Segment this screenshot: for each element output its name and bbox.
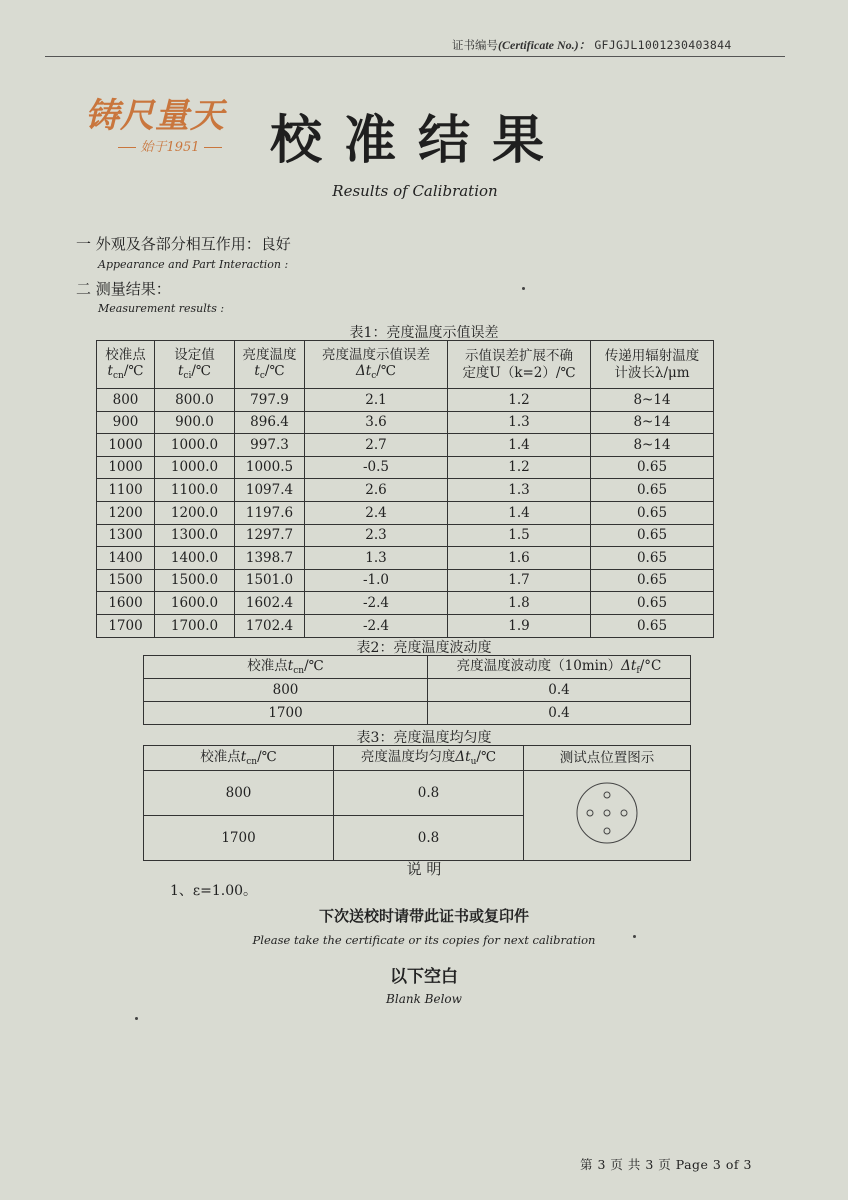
table1-cell: 1297.7 <box>235 524 305 547</box>
table1-cell: 997.3 <box>235 434 305 457</box>
table-row <box>97 614 714 637</box>
table1-cell: 0.65 <box>591 569 714 592</box>
table1-cell: 1200 <box>97 501 155 524</box>
table-row <box>97 592 714 615</box>
table1-cell: 1097.4 <box>235 479 305 502</box>
table1-cell: 1100.0 <box>155 479 235 502</box>
table1-cell: 797.9 <box>235 389 305 412</box>
certificate-number-line <box>452 36 732 53</box>
table1-cell: 1700.0 <box>155 614 235 637</box>
table1-cell: 1500 <box>97 569 155 592</box>
table1-header-col-1: 设定值 $t_{ci}/℃$ <box>155 341 235 389</box>
table1-cell: 0.65 <box>591 479 714 502</box>
table1-cell: 1700 <box>97 614 155 637</box>
table1-cell: 1000 <box>97 434 155 457</box>
notes-title: 说 明 <box>406 860 442 878</box>
table1-cell: 1.3 <box>305 547 448 570</box>
speck <box>633 935 636 938</box>
test-point-diagram <box>524 771 690 856</box>
table-row <box>97 434 714 457</box>
table2-header-point: 校准点$t_{cn}/℃$ <box>144 656 428 679</box>
table1-cell: 0.65 <box>591 456 714 479</box>
table1-cell: 1.3 <box>448 479 591 502</box>
table-row <box>97 501 714 524</box>
table1-cell: 1100 <box>97 479 155 502</box>
measurement-heading-en: Measurement results : <box>98 302 225 315</box>
bring-certificate-notice-en: Please take the certificate or its copies for next calibration <box>252 933 596 947</box>
table1-cell: 1600.0 <box>155 592 235 615</box>
table1-cell: 8~14 <box>591 389 714 412</box>
table-row <box>97 389 714 412</box>
table1-cell: 0.65 <box>591 524 714 547</box>
page-title-en: Results of Calibration <box>332 182 498 200</box>
table1-header-col-2: 亮度温度 $t_c/℃$ <box>235 341 305 389</box>
table1-cell: 2.7 <box>305 434 448 457</box>
table2-header-row <box>144 656 691 679</box>
table3-caption: 表3：亮度温度均匀度 <box>356 730 492 746</box>
table-row <box>144 771 691 816</box>
table1-cell: 1000.5 <box>235 456 305 479</box>
page-title: 校准结果 <box>270 111 567 171</box>
table1-cell: 0.65 <box>591 547 714 570</box>
table-row <box>97 456 714 479</box>
table1-cell: 1400 <box>97 547 155 570</box>
table1-header-col-0: 校准点 $t_{cn}/℃$ <box>97 341 155 389</box>
table1-cell: -2.4 <box>305 614 448 637</box>
table1-cell: 900 <box>97 411 155 434</box>
table1-cell: 896.4 <box>235 411 305 434</box>
table1-cell: 2.6 <box>305 479 448 502</box>
table3-cell: 1700 <box>144 816 334 861</box>
table1-cell: 8~14 <box>591 411 714 434</box>
test-point-center-icon <box>604 810 610 816</box>
table3-cell: 0.8 <box>334 816 524 861</box>
test-point-left-icon <box>587 810 593 816</box>
page-number: 第 3 页 共 3 页 Page 3 of 3 <box>580 1157 752 1172</box>
table1-cell: 1.2 <box>448 456 591 479</box>
table1-cell: 1500.0 <box>155 569 235 592</box>
table2-cell: 800 <box>144 679 428 702</box>
table1-cell: 1000.0 <box>155 434 235 457</box>
logo-text: 铸尺量天 <box>85 96 225 136</box>
table1-cell: 1400.0 <box>155 547 235 570</box>
note-emissivity: 1、ε=1.00。 <box>170 883 258 899</box>
header-rule <box>45 56 785 57</box>
table1-header-col-4: 示值误差扩展不确 定度U（k=2）/℃ <box>448 341 591 389</box>
table1-cell: 1200.0 <box>155 501 235 524</box>
table1-cell: 0.65 <box>591 614 714 637</box>
table1-cell: 1.8 <box>448 592 591 615</box>
table1-cell: 1.4 <box>448 501 591 524</box>
table1-cell: 1.3 <box>448 411 591 434</box>
speck <box>522 287 525 290</box>
table1-cell: 2.1 <box>305 389 448 412</box>
table1-cell: 1000 <box>97 456 155 479</box>
blank-below-label-en: Blank Below <box>386 992 462 1006</box>
table2-caption: 表2：亮度温度波动度 <box>356 640 492 656</box>
fluctuation-table <box>143 655 691 725</box>
test-point-top-icon <box>604 792 610 798</box>
table-row <box>97 524 714 547</box>
table2-cell: 1700 <box>144 702 428 725</box>
table-row <box>144 679 691 702</box>
table1-cell: -2.4 <box>305 592 448 615</box>
test-point-diagram-cell <box>524 771 691 861</box>
indication-error-table <box>96 340 714 638</box>
table1-cell: 2.4 <box>305 501 448 524</box>
table1-cell: 8~14 <box>591 434 714 457</box>
table1-cell: 0.65 <box>591 592 714 615</box>
table3-header-row <box>144 746 691 771</box>
logo-subtitle: 始于1951 <box>105 136 235 155</box>
table1-header-row <box>97 341 714 389</box>
table-row <box>97 547 714 570</box>
table1-header-col-3: 亮度温度示值误差 $\Delta t_c/℃$ <box>305 341 448 389</box>
cert-label-cn: 证书编号 <box>452 38 498 52</box>
table1-cell: 1.5 <box>448 524 591 547</box>
speck <box>135 1017 138 1020</box>
blank-below-label: 以下空白 <box>390 967 458 987</box>
table1-header-col-5: 传递用辐射温度 计波长λ/μm <box>591 341 714 389</box>
table-row <box>144 702 691 725</box>
table1-cell: -0.5 <box>305 456 448 479</box>
table1-cell: 800.0 <box>155 389 235 412</box>
table-row <box>97 479 714 502</box>
table1-cell: -1.0 <box>305 569 448 592</box>
cert-label-en: (Certificate No.)： <box>498 38 591 52</box>
table1-cell: 1.7 <box>448 569 591 592</box>
table1-cell: 1398.7 <box>235 547 305 570</box>
table3-header-diagram: 测试点位置图示 <box>524 746 691 771</box>
brand-logo <box>85 88 255 158</box>
table2-header-fluctuation: 亮度温度波动度$(10\min)\Delta t_f/^\circ C$ <box>428 656 691 679</box>
appearance-heading: 一 外观及各部分相互作用：良好 <box>76 235 291 253</box>
table1-cell: 1000.0 <box>155 456 235 479</box>
table1-cell: 1197.6 <box>235 501 305 524</box>
table1-cell: 1702.4 <box>235 614 305 637</box>
table1-cell: 1300 <box>97 524 155 547</box>
cert-number: GFJGJL1001230403844 <box>594 38 732 52</box>
table3-header-uniformity: 亮度温度均匀度$\Delta t_u/℃$ <box>334 746 524 771</box>
table-row <box>97 569 714 592</box>
table1-cell: 1602.4 <box>235 592 305 615</box>
table3-header-point: 校准点$t_{cn}/℃$ <box>144 746 334 771</box>
bring-certificate-notice: 下次送校时请带此证书或复印件 <box>318 907 529 925</box>
table1-cell: 1.6 <box>448 547 591 570</box>
table1-cell: 1600 <box>97 592 155 615</box>
table1-cell: 2.3 <box>305 524 448 547</box>
table1-cell: 800 <box>97 389 155 412</box>
table1-cell: 0.65 <box>591 501 714 524</box>
measurement-heading: 二 测量结果： <box>76 280 171 298</box>
table1-cell: 1.2 <box>448 389 591 412</box>
uniformity-table <box>143 745 691 861</box>
appearance-heading-en: Appearance and Part Interaction : <box>98 258 289 271</box>
table2-cell: 0.4 <box>428 679 691 702</box>
table3-cell: 800 <box>144 771 334 816</box>
table1-cell: 3.6 <box>305 411 448 434</box>
table1-cell: 1300.0 <box>155 524 235 547</box>
table1-cell: 900.0 <box>155 411 235 434</box>
test-point-right-icon <box>621 810 627 816</box>
table2-cell: 0.4 <box>428 702 691 725</box>
table1-cell: 1.9 <box>448 614 591 637</box>
table1-caption: 表1：亮度温度示值误差 <box>349 325 499 341</box>
table3-cell: 0.8 <box>334 771 524 816</box>
table1-cell: 1.4 <box>448 434 591 457</box>
table1-cell: 1501.0 <box>235 569 305 592</box>
test-point-bottom-icon <box>604 828 610 834</box>
table-row <box>97 411 714 434</box>
